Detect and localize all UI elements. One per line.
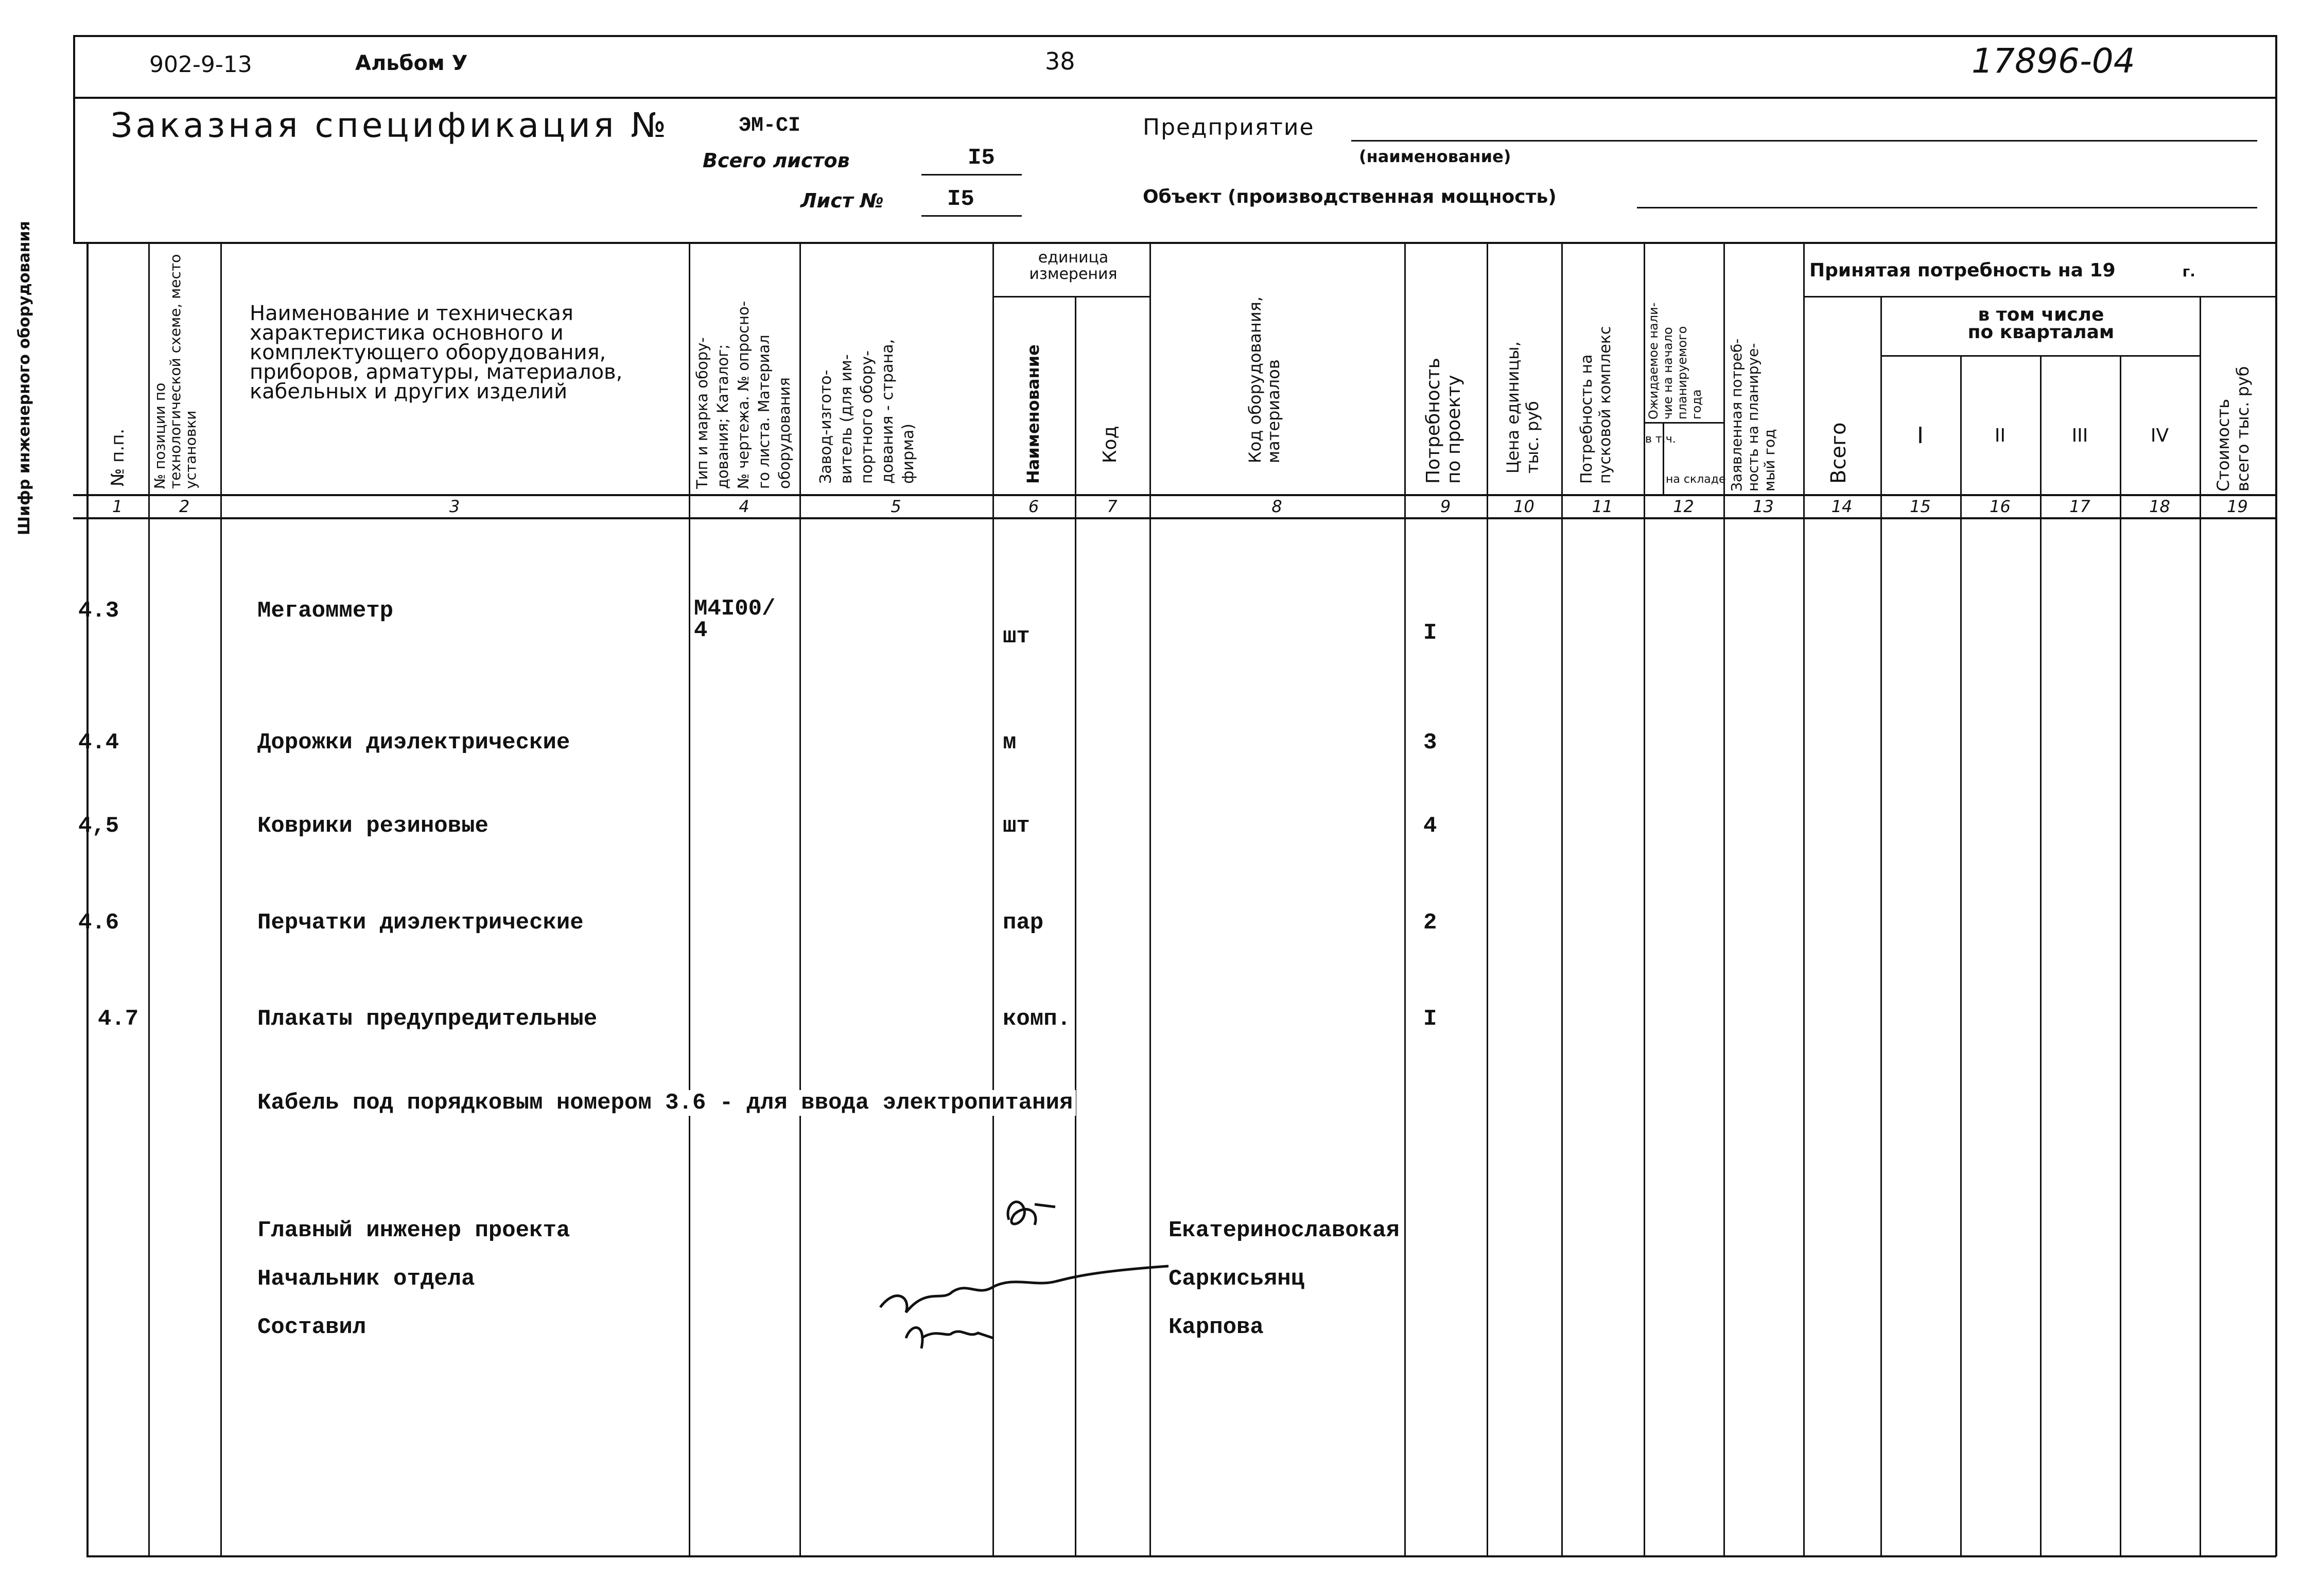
col-line [1803,242,1805,1555]
series-code: 902-9-13 [149,51,252,78]
enterprise-note: (наименование) [1359,147,1511,166]
row-position: 4.6 [78,910,119,936]
col-number: 9 [1440,497,1451,516]
col-number: 2 [179,497,190,516]
spec-number: ЭМ-СI [739,114,801,137]
row-unit: шт [1003,624,1030,650]
accepted-group-line [1803,296,2275,297]
spec-title: Заказная спецификация № [111,106,670,145]
col8-header: Код оборудования, материалов [1245,296,1283,463]
col-number: 4 [739,497,749,516]
col5-header: Завод-изгото- витель (для им- портного обору- дования - страна, фирма) [817,339,917,484]
frame-left-upper [73,35,75,242]
row-position: 4,5 [78,813,119,839]
col12-sub-header-b: на складе [1666,473,1726,486]
col-line [220,242,222,1555]
col-number: 10 [1513,497,1534,516]
signature-role: Составил [257,1314,367,1340]
unit-group-header: единица измерения [1029,249,1118,283]
total-sheets-underline [921,174,1022,176]
col-number: 8 [1271,497,1282,516]
cable-note: Кабель под порядковым номером 3.6 - для ввода электропитания [257,1090,1076,1116]
col-number: 12 [1673,497,1694,516]
row-unit: шт [1003,813,1030,839]
col-number: 13 [1753,497,1774,516]
col19-header: Стоимость всего тыс. руб [2213,366,2253,492]
handwritten-signatures [849,1184,1179,1390]
col-line [1880,296,1882,1555]
col-line [2200,296,2201,1555]
sheet-underline [921,215,1022,217]
row-position: 4.7 [98,1006,139,1032]
col7-header: Код [1100,426,1121,463]
col4-header: Тип и марка обору- дования; Каталог; № чертежа. № опросно- го листа. Материал оборудования [693,301,793,489]
row-quantity: 4 [1423,813,1437,839]
col2-header: № позиции по технологической схеме, место установки [151,254,199,489]
row-quantity: 3 [1423,730,1437,756]
col13-header: Заявленная потреб- ность на планируе- мый год [1728,338,1778,492]
header-bottom-line [73,494,2276,496]
col-line [1561,242,1563,1555]
col-line [1404,242,1406,1555]
document-number: 17896-04 [1972,41,2135,81]
col12-sub-header-a: в т.ч. [1645,433,1676,446]
row-position: 4.4 [78,730,119,756]
col-number: 17 [2069,497,2090,516]
q1-header: I [1917,423,1924,449]
col-number: 5 [891,497,901,516]
signature-name: Карпова [1168,1314,1264,1340]
sheet-value: I5 [947,186,974,212]
quarters-group-line [1880,355,2200,357]
page-number: 38 [1045,47,1075,75]
q4-header: IV [2150,425,2169,446]
col-number: 19 [2227,497,2248,516]
quarters-header: в том числе по кварталам [1967,304,2115,343]
row-name: Дорожки диэлектрические [257,730,570,756]
col-number: 3 [449,497,460,516]
col-line [1723,242,1725,1555]
frame-bottom [86,1555,2276,1557]
signature-name: Саркисьянц [1168,1266,1305,1292]
frame-line-2 [73,97,2276,99]
col-line [2040,355,2042,1555]
frame-left [86,242,89,1555]
col1-header: № п.п. [108,428,128,486]
col3-header: Наименование и техническая характеристика основного и комплектующего оборудования, приборов, арматуры, материалов, кабельных и других изделий [250,302,623,404]
accepted-header: Принятая потребность на 19 г. [1809,260,2195,281]
signature-role: Начальник отдела [257,1266,475,1292]
col-number: 7 [1107,497,1118,516]
col12-sub-line [1644,422,1723,424]
total-sheets-label: Всего листов [703,149,850,172]
total-sheets-value: I5 [968,145,995,171]
col11-header: Потребность на пусковой комплекс [1578,326,1614,484]
frame-top [73,35,2276,37]
row-name: Коврики резиновые [257,813,489,839]
col10-header: Цена единицы, тыс. руб [1503,341,1542,473]
object-underline [1637,207,2257,208]
row-position: 4.3 [78,598,119,624]
col-number: 18 [2149,497,2170,516]
col-number: 14 [1831,497,1853,516]
col9-header: Потребность по проекту [1423,358,1464,484]
col-line [2120,355,2121,1555]
album-label: Альбом У [355,51,468,75]
col-line [1487,242,1488,1555]
row-quantity: I [1423,620,1437,646]
row-name: Перчатки диэлектрические [257,910,584,936]
sheet-label: Лист № [800,189,884,212]
frame-line-3 [73,242,2276,244]
row-name: Плакаты предупредительные [257,1006,598,1032]
object-label: Объект (производственная мощность) [1143,186,1557,207]
unit-group-line [992,296,1149,297]
row-quantity: I [1423,1006,1437,1032]
col12-header: Ожидаемое нали- чие на начало планируемого года [1646,302,1704,419]
col-line [148,242,150,1555]
frame-right [2275,35,2277,1556]
col-line [1960,355,1962,1555]
row-unit: пар [1003,910,1044,936]
signature-name: Екатеринославокая [1168,1218,1400,1243]
col6-header: Наименование [1023,344,1043,484]
col-number: 1 [112,497,123,516]
row-type: М4I00/ 4 [694,596,776,643]
side-label: Шифр инженерного оборудования [15,221,33,535]
row-unit: комп. [1003,1006,1071,1032]
signature-role: Главный инженер проекта [257,1218,570,1243]
col-number: 6 [1028,497,1039,516]
col-number: 16 [1990,497,2011,516]
enterprise-label: Предприятие [1143,114,1315,141]
q2-header: II [1994,425,2006,446]
row-quantity: 2 [1423,910,1437,936]
enterprise-underline [1351,140,2257,142]
row-name: Мегаомметр [257,598,394,624]
numbers-bottom-line [73,517,2276,519]
col-line [799,242,801,1555]
col-number: 11 [1592,497,1613,516]
col-number: 15 [1910,497,1931,516]
row-unit: м [1003,730,1017,756]
col14-header: Всего [1827,422,1851,484]
q3-header: III [2071,425,2088,446]
col-line [689,242,690,1555]
